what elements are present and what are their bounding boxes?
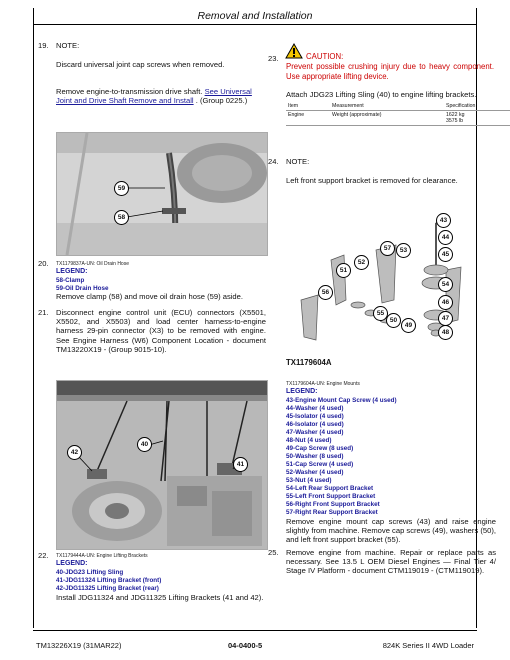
spec-header-specification: Specification <box>444 102 510 111</box>
oil-drain-hose-figure <box>56 132 268 256</box>
legend-item-56: 56-Right Front Support Bracket <box>286 501 380 508</box>
step-19-text-pre: Remove engine-to-transmission drive shaft. <box>56 87 203 96</box>
warning-icon <box>285 43 303 64</box>
step-23-text: Attach JDG23 Lifting Sling (40) to engine lifting brackets. <box>286 90 477 99</box>
specification-table <box>286 102 510 126</box>
spec-header-measurement: Measurement <box>330 102 444 111</box>
page-title: Removal and Installation <box>197 10 313 22</box>
caution-label: CAUTION: <box>306 52 344 61</box>
callout-44: 44 <box>438 230 453 245</box>
step-21-number: 21. <box>38 308 49 317</box>
step-24-note-label: NOTE: <box>286 157 310 166</box>
engine-mounts-figure-id: TX1179604A <box>286 358 332 367</box>
step-19-text-post: . (Group 0225.) <box>195 96 248 106</box>
step-24-number: 24. <box>268 157 279 166</box>
legend-item-48: 48-Nut (4 used) <box>286 437 332 444</box>
spec-header-row <box>286 102 510 111</box>
step-20-text: Remove clamp (58) and move oil drain hose (59) aside. <box>56 292 243 301</box>
callout-56: 56 <box>318 285 333 300</box>
legend-item-58: 58-Clamp <box>56 277 85 284</box>
footer-machine: 824K Series II 4WD Loader <box>382 641 474 650</box>
legend-item-55: 55-Left Front Support Bracket <box>286 493 376 500</box>
legend-item-49: 49-Cap Screw (8 used) <box>286 445 354 452</box>
mounts-legend-list <box>286 397 397 517</box>
spec-header-item: Item <box>286 102 330 111</box>
step-23-number: 23. <box>268 54 279 63</box>
mounts-text: Remove engine mount cap screws (43) and raise engine slightly from machine. Remove cap screws (49), washers (50), and left front support bracket (55). <box>286 517 496 545</box>
legend-item-46: 46-Isolator (4 used) <box>286 421 344 428</box>
engine-mounts-caption: TX1179604A-UN: Engine Mounts <box>286 381 360 387</box>
oil-drain-hose-illustration <box>57 133 267 255</box>
caution-text: Prevent possible crushing injury due to heavy component. Use appropriate lifting device. <box>286 62 494 81</box>
callout-49: 49 <box>401 318 416 333</box>
callout-50: 50 <box>386 313 401 328</box>
callout-57: 57 <box>380 241 395 256</box>
callout-48: 48 <box>438 325 453 340</box>
footer-rule <box>33 630 477 631</box>
step-24-note: Left front support bracket is removed for clearance. <box>286 176 458 185</box>
step-25-text: Remove engine from machine. Repair or replace parts as necessary. See 13.5 L OEM Diesel Engines — Final Tier 4/ Stage IV Platform - document CTM119019 - (CTM119019). <box>286 548 496 576</box>
callout-47: 47 <box>438 311 453 326</box>
legend-item-51: 51-Cap Screw (4 used) <box>286 461 354 468</box>
callout-53: 53 <box>396 243 411 258</box>
step-21-text: Disconnect engine control unit (ECU) connectors (X5501, X5502, and X5503) and load center harness-to-engine harness 29-pin connector (X3) to be removed with engine. See Engine Harness (W6) Component Location - document TM13220X19 - (Group 9015-10). <box>56 308 266 354</box>
callout-59: 59 <box>114 181 129 196</box>
callout-42: 42 <box>67 445 82 460</box>
step-19-text <box>56 87 266 105</box>
legend-item-41: 41-JDG11324 Lifting Bracket (front) <box>56 577 162 584</box>
lifting-brackets-caption: TX1179444A-UN: Engine Lifting Brackets <box>56 553 148 559</box>
universal-joint-link[interactable]: See Universal Joint and Drive Shaft Remove and Install <box>56 87 252 106</box>
step-20-legend-title: LEGEND: <box>56 268 88 275</box>
engine-mounts-figure <box>286 205 476 355</box>
spec-row <box>286 111 510 126</box>
legend-item-45: 45-Isolator (4 used) <box>286 413 344 420</box>
legend-item-50: 50-Washer (8 used) <box>286 453 344 460</box>
callout-40: 40 <box>137 437 152 452</box>
step-19-note: Discard universal joint cap screws when removed. <box>56 60 225 69</box>
step-20-number: 20. <box>38 259 49 268</box>
callout-58: 58 <box>114 210 129 225</box>
step-19-number: 19. <box>38 41 49 50</box>
legend-item-54: 54-Left Rear Support Bracket <box>286 485 374 492</box>
legend-item-47: 47-Washer (4 used) <box>286 429 344 436</box>
callout-45: 45 <box>438 247 453 262</box>
footer-page-number: 04-0400-5 <box>228 641 263 650</box>
spec-measurement: Weight (approximate) <box>330 111 444 126</box>
legend-item-59: 59-Oil Drain Hose <box>56 285 109 292</box>
callout-52: 52 <box>354 255 369 270</box>
oil-drain-hose-caption: TX1179837A-UN: Oil Drain Hose <box>56 261 129 267</box>
callout-55: 55 <box>373 306 388 321</box>
lifting-brackets-figure <box>56 380 268 550</box>
callout-43: 43 <box>436 213 451 228</box>
callout-54: 54 <box>438 277 453 292</box>
step-22-text: Install JDG11324 and JDG11325 Lifting Brackets (41 and 42). <box>56 593 264 602</box>
legend-item-40: 40-JDG23 Lifting Sling <box>56 569 124 576</box>
step-22-number: 22. <box>38 551 49 560</box>
footer-doc-id: TM13226X19 (31MAR22) <box>36 641 122 650</box>
legend-item-53: 53-Nut (4 used) <box>286 477 332 484</box>
legend-item-57: 57-Right Rear Support Bracket <box>286 509 378 516</box>
spec-item: Engine <box>286 111 330 126</box>
legend-item-44: 44-Washer (4 used) <box>286 405 344 412</box>
spec-value: 1622 kg 3575 lb <box>444 111 510 126</box>
callout-51: 51 <box>336 263 351 278</box>
mounts-legend-title: LEGEND: <box>286 388 318 395</box>
step-19-note-label: NOTE: <box>56 41 80 50</box>
legend-item-42: 42-JDG11325 Lifting Bracket (rear) <box>56 585 159 592</box>
callout-46: 46 <box>438 295 453 310</box>
legend-item-52: 52-Washer (4 used) <box>286 469 344 476</box>
step-25-number: 25. <box>268 548 279 557</box>
legend-item-43: 43-Engine Mount Cap Screw (4 used) <box>286 397 397 404</box>
callout-41: 41 <box>233 457 248 472</box>
step-22-legend-title: LEGEND: <box>56 560 88 567</box>
